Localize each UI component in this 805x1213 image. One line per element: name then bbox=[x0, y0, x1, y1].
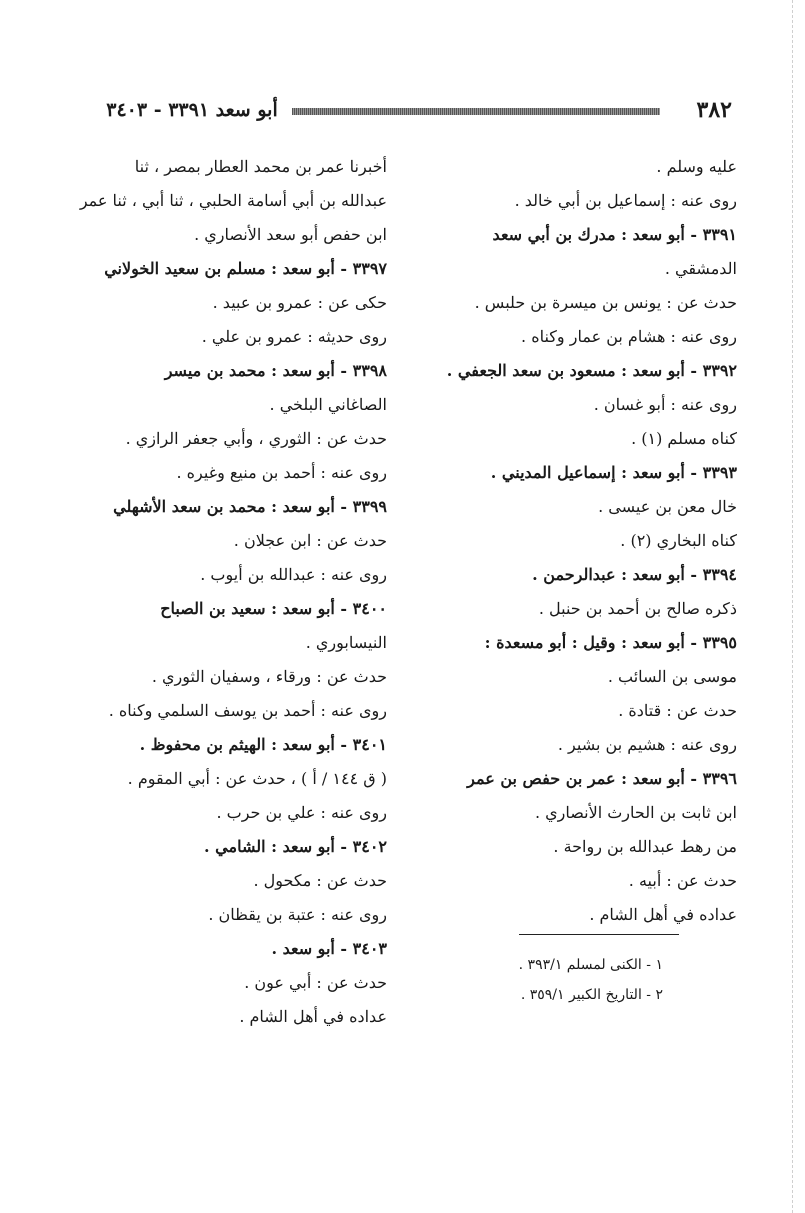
text-line: موسى بن السائب . bbox=[607, 667, 737, 686]
footnote-rule bbox=[519, 934, 679, 935]
entry-heading: ٣٣٩٥ - أبو سعد : وقيل : أبو مسعدة : bbox=[484, 633, 737, 652]
entry-heading: ٣٣٩٧ - أبو سعد : مسلم بن سعيد الخولاني bbox=[104, 259, 387, 278]
text-line: عداده في أهل الشام . bbox=[239, 1007, 387, 1026]
text-line: حدث عن : أبيه . bbox=[628, 871, 737, 890]
text-line: عبدالله بن أبي أسامة الحلبي ، ثنا أبي ، ثنا عمر bbox=[79, 191, 387, 210]
text-line: روى عنه : هشام بن عمار وكناه . bbox=[521, 327, 737, 346]
footnotes bbox=[363, 950, 663, 1010]
page-edge-line bbox=[791, 0, 793, 1213]
left-column bbox=[72, 150, 387, 1034]
text-line: كناه البخاري (٢) . bbox=[620, 531, 737, 550]
entry-heading: ٣٤٠٣ - أبو سعد . bbox=[271, 939, 387, 958]
text-line: روى عنه : هشيم بن بشير . bbox=[557, 735, 737, 754]
text-line: روى عنه : أحمد بن يوسف السلمي وكناه . bbox=[108, 701, 387, 720]
text-line: كناه مسلم (١) . bbox=[631, 429, 737, 448]
text-line: روى عنه : إسماعيل بن أبي خالد . bbox=[514, 191, 737, 210]
text-line: الدمشقي . bbox=[664, 259, 737, 278]
entry-heading: ٣٣٩١ - أبو سعد : مدرك بن أبي سعد bbox=[492, 225, 737, 244]
text-line: حدث عن : مكحول . bbox=[253, 871, 387, 890]
entry-heading: ٣٣٩٩ - أبو سعد : محمد بن سعد الأشهلي bbox=[113, 497, 387, 516]
text-line: النيسابوري . bbox=[305, 633, 387, 652]
text-line: روى حديثه : عمرو بن علي . bbox=[201, 327, 387, 346]
text-line: عليه وسلم . bbox=[656, 157, 737, 176]
footnote: ١ - الكنى لمسلم ٣٩٣/١ . bbox=[518, 957, 663, 973]
text-line: أخبرنا عمر بن محمد العطار بمصر ، ثنا bbox=[134, 157, 387, 176]
text-line: عداده في أهل الشام . bbox=[589, 905, 737, 924]
footnote: ٢ - التاريخ الكبير ٣٥٩/١ . bbox=[520, 987, 663, 1003]
text-line: حدث عن : قتادة . bbox=[618, 701, 737, 720]
entry-heading: ٣٤٠١ - أبو سعد : الهيثم بن محفوظ . bbox=[139, 735, 387, 754]
text-line: ابن ثابت بن الحارث الأنصاري . bbox=[534, 803, 737, 822]
text-line: روى عنه : عتبة بن يقظان . bbox=[208, 905, 387, 924]
entry-heading: ٣٣٩٨ - أبو سعد : محمد بن ميسر bbox=[164, 361, 387, 380]
entry-heading: ٣٣٩٢ - أبو سعد : مسعود بن سعد الجعفي . bbox=[446, 361, 737, 380]
right-column bbox=[412, 150, 737, 932]
entry-heading: ٣٣٩٦ - أبو سعد : عمر بن حفص بن عمر bbox=[467, 769, 737, 788]
text-line: الصاغاني البلخي . bbox=[269, 395, 387, 414]
text-line: خال معن بن عيسى . bbox=[598, 497, 737, 516]
text-line: ( ق ١٤٤ / أ ) ، حدث عن : أبي المقوم . bbox=[127, 769, 387, 788]
entry-heading: ٣٣٩٣ - أبو سعد : إسماعيل المديني . bbox=[490, 463, 737, 482]
header-rule bbox=[292, 108, 660, 115]
running-title: أبو سعد ٣٣٩١ - ٣٤٠٣ bbox=[106, 99, 278, 121]
page-number: ٣٨٢ bbox=[696, 97, 732, 123]
text-line: ابن حفص أبو سعد الأنصاري . bbox=[194, 225, 387, 244]
entry-heading: ٣٤٠٢ - أبو سعد : الشامي . bbox=[204, 837, 387, 856]
page-header bbox=[92, 96, 732, 130]
text-line: حدث عن : يونس بن ميسرة بن حلبس . bbox=[474, 293, 737, 312]
entry-heading: ٣٣٩٤ - أبو سعد : عبدالرحمن . bbox=[532, 565, 737, 584]
text-line: حدث عن : ابن عجلان . bbox=[233, 531, 387, 550]
text-line: روى عنه : أبو غسان . bbox=[593, 395, 737, 414]
text-line: روى عنه : عبدالله بن أيوب . bbox=[200, 565, 387, 584]
text-line: روى عنه : علي بن حرب . bbox=[216, 803, 387, 822]
text-line: حكى عن : عمرو بن عبيد . bbox=[212, 293, 387, 312]
text-line: روى عنه : أحمد بن منيع وغيره . bbox=[176, 463, 387, 482]
text-line: من رهط عبدالله بن رواحة . bbox=[553, 837, 737, 856]
entry-heading: ٣٤٠٠ - أبو سعد : سعيد بن الصباح bbox=[160, 599, 387, 618]
text-line: حدث عن : الثوري ، وأبي جعفر الرازي . bbox=[125, 429, 387, 448]
text-line: ذكره صالح بن أحمد بن حنبل . bbox=[538, 599, 737, 618]
text-line: حدث عن : أبي عون . bbox=[244, 973, 387, 992]
text-line: حدث عن : ورقاء ، وسفيان الثوري . bbox=[151, 667, 387, 686]
